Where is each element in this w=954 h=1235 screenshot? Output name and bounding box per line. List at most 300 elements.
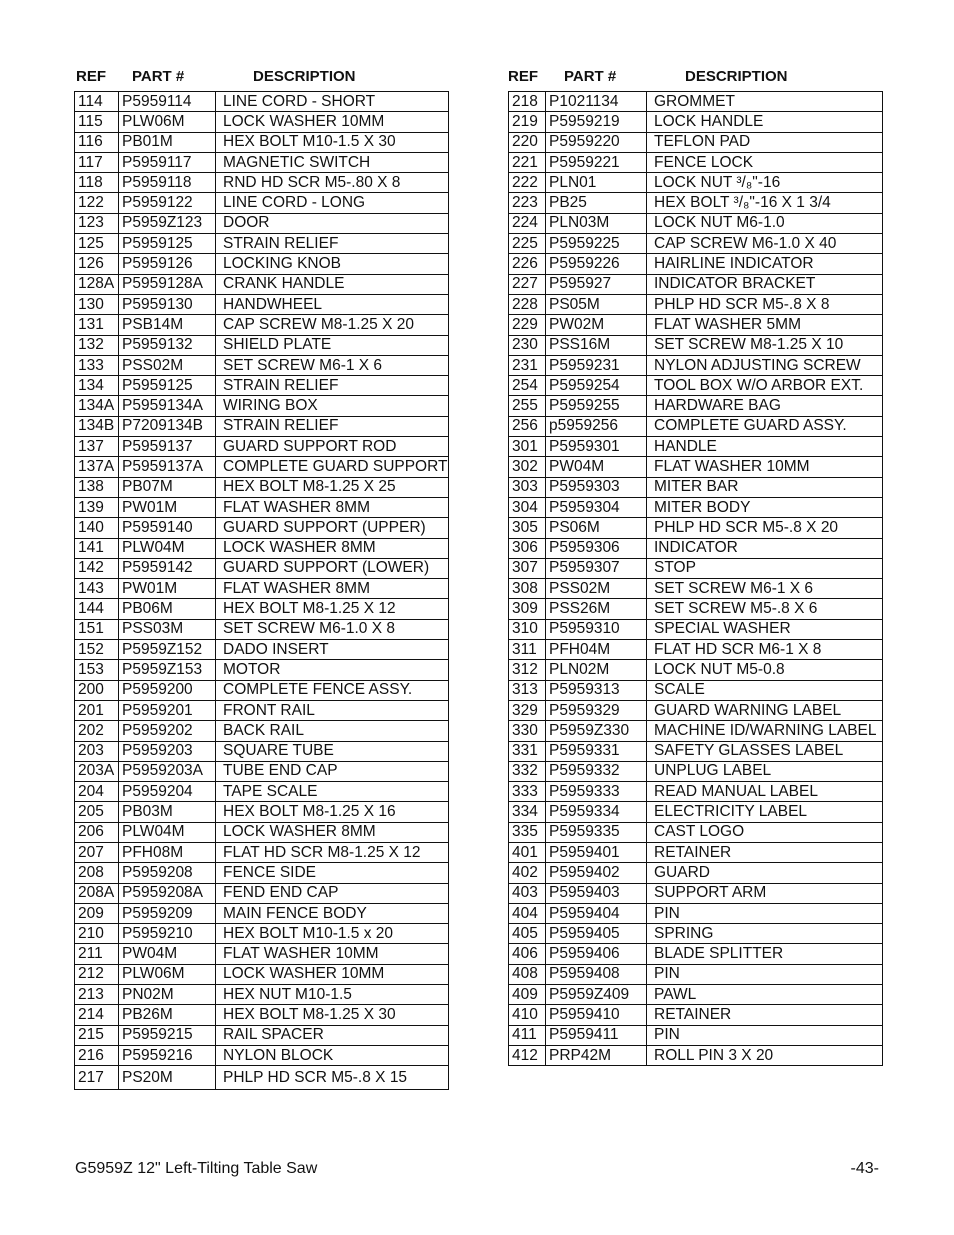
table-row: [75, 92, 449, 112]
description-cell: ELECTRICITY LABEL: [647, 802, 883, 822]
description-cell: FENCE LOCK: [647, 152, 883, 172]
description-cell: WIRING BOX: [216, 396, 449, 416]
ref-cell: 228: [509, 294, 546, 314]
table-row: [75, 355, 449, 375]
table-row: [75, 599, 449, 619]
ref-cell: 202: [75, 721, 119, 741]
description-cell: GUARD WARNING LABEL: [647, 700, 883, 720]
description-cell: MAGNETIC SWITCH: [216, 152, 449, 172]
part-number-cell: P5959304: [546, 497, 647, 517]
part-number-cell: PFH04M: [546, 640, 647, 660]
ref-cell: 143: [75, 579, 119, 599]
description-cell: RETAINER: [647, 1005, 883, 1025]
table-row: [75, 376, 449, 396]
part-number-cell: P5959306: [546, 538, 647, 558]
description-cell: HANDWHEEL: [216, 294, 449, 314]
part-number-cell: P5959226: [546, 254, 647, 274]
part-number-cell: P5959137: [119, 437, 216, 457]
ref-cell: 301: [509, 437, 546, 457]
description-cell: GUARD SUPPORT ROD: [216, 437, 449, 457]
description-cell: FEND END CAP: [216, 883, 449, 903]
table-row: [509, 599, 883, 619]
description-cell: RAIL SPACER: [216, 1025, 449, 1045]
part-number-cell: P5959208: [119, 863, 216, 883]
part-number-cell: P5959Z123: [119, 213, 216, 233]
table-header: [508, 68, 883, 91]
part-number-cell: PLW06M: [119, 964, 216, 984]
description-cell: FLAT WASHER 8MM: [216, 579, 449, 599]
description-cell: PAWL: [647, 985, 883, 1005]
part-number-cell: P5959219: [546, 112, 647, 132]
part-number-cell: P5959201: [119, 700, 216, 720]
part-header: PART #: [564, 68, 617, 85]
ref-cell: 152: [75, 640, 119, 660]
ref-cell: 122: [75, 193, 119, 213]
table-row: [75, 274, 449, 294]
ref-cell: 310: [509, 619, 546, 639]
description-cell: COMPLETE FENCE ASSY.: [216, 680, 449, 700]
ref-cell: 128A: [75, 274, 119, 294]
part-number-cell: PB06M: [119, 599, 216, 619]
description-cell: LOCKING KNOB: [216, 254, 449, 274]
ref-cell: 313: [509, 680, 546, 700]
table-row: [509, 782, 883, 802]
table-row: [75, 558, 449, 578]
part-number-cell: P5959410: [546, 1005, 647, 1025]
ref-cell: 217: [75, 1066, 119, 1090]
table-row: [509, 1025, 883, 1045]
ref-cell: 335: [509, 822, 546, 842]
table-row: [75, 680, 449, 700]
table-row: [75, 213, 449, 233]
table-row: [75, 234, 449, 254]
table-row: [509, 660, 883, 680]
description-cell: DOOR: [216, 213, 449, 233]
ref-cell: 206: [75, 822, 119, 842]
table-row: [509, 741, 883, 761]
description-cell: LOCK WASHER 8MM: [216, 822, 449, 842]
ref-cell: 134: [75, 376, 119, 396]
ref-cell: 210: [75, 924, 119, 944]
ref-cell: 401: [509, 842, 546, 862]
ref-cell: 403: [509, 883, 546, 903]
part-number-cell: P5959118: [119, 173, 216, 193]
part-number-cell: P5959216: [119, 1045, 216, 1065]
table-row: [509, 721, 883, 741]
part-number-cell: PN02M: [119, 985, 216, 1005]
table-row: [509, 497, 883, 517]
table-row: [75, 660, 449, 680]
ref-cell: 141: [75, 538, 119, 558]
description-cell: SET SCREW M8-1.25 X 10: [647, 335, 883, 355]
description-cell: NYLON BLOCK: [216, 1045, 449, 1065]
description-cell: SET SCREW M6-1 X 6: [647, 579, 883, 599]
description-cell: PIN: [647, 1025, 883, 1045]
part-number-cell: PSS02M: [546, 579, 647, 599]
ref-cell: 208: [75, 863, 119, 883]
ref-cell: 142: [75, 558, 119, 578]
ref-cell: 255: [509, 396, 546, 416]
table-row: [75, 863, 449, 883]
ref-cell: 256: [509, 416, 546, 436]
ref-cell: 203A: [75, 761, 119, 781]
description-cell: CAP SCREW M8-1.25 X 20: [216, 315, 449, 335]
ref-cell: 138: [75, 477, 119, 497]
part-number-cell: PSS03M: [119, 619, 216, 639]
parts-table-left: [74, 91, 449, 1090]
part-number-cell: PS06M: [546, 518, 647, 538]
part-number-cell: P5959210: [119, 924, 216, 944]
table-row: [509, 640, 883, 660]
ref-cell: 140: [75, 518, 119, 538]
table-row: [75, 802, 449, 822]
description-cell: COMPLETE GUARD ASSY.: [647, 416, 883, 436]
ref-cell: 231: [509, 355, 546, 375]
part-number-cell: PSS26M: [546, 599, 647, 619]
part-number-cell: P5959126: [119, 254, 216, 274]
part-number-cell: PB25: [546, 193, 647, 213]
description-cell: TUBE END CAP: [216, 761, 449, 781]
part-number-cell: P5959403: [546, 883, 647, 903]
ref-cell: 151: [75, 619, 119, 639]
description-cell: READ MANUAL LABEL: [647, 782, 883, 802]
description-cell: LINE CORD - SHORT: [216, 92, 449, 112]
part-number-cell: PB26M: [119, 1005, 216, 1025]
description-cell: SCALE: [647, 680, 883, 700]
ref-cell: 114: [75, 92, 119, 112]
table-row: [75, 1025, 449, 1045]
ref-cell: 229: [509, 315, 546, 335]
ref-cell: 307: [509, 558, 546, 578]
table-row: [509, 822, 883, 842]
part-number-cell: PW01M: [119, 579, 216, 599]
part-number-cell: P1021134: [546, 92, 647, 112]
part-number-cell: P5959221: [546, 152, 647, 172]
description-cell: FLAT HD SCR M6-1 X 8: [647, 640, 883, 660]
ref-cell: 330: [509, 721, 546, 741]
footer-title: G5959Z 12" Left-Tilting Table Saw: [75, 1160, 318, 1177]
table-row: [75, 1005, 449, 1025]
description-cell: LOCK HANDLE: [647, 112, 883, 132]
table-row: [509, 173, 883, 193]
ref-cell: 116: [75, 132, 119, 152]
table-row: [509, 538, 883, 558]
description-cell: SAFETY GLASSES LABEL: [647, 741, 883, 761]
part-number-cell: P5959310: [546, 619, 647, 639]
part-number-cell: P5959114: [119, 92, 216, 112]
description-cell: FLAT WASHER 10MM: [216, 944, 449, 964]
ref-cell: 137A: [75, 457, 119, 477]
ref-cell: 118: [75, 173, 119, 193]
table-row: [509, 883, 883, 903]
description-cell: STRAIN RELIEF: [216, 376, 449, 396]
part-number-cell: P5959203: [119, 741, 216, 761]
table-row: [509, 193, 883, 213]
part-number-cell: PB07M: [119, 477, 216, 497]
table-row: [509, 680, 883, 700]
ref-cell: 130: [75, 294, 119, 314]
description-cell: SUPPORT ARM: [647, 883, 883, 903]
table-row: [509, 700, 883, 720]
part-number-cell: P5959332: [546, 761, 647, 781]
description-cell: FLAT HD SCR M8-1.25 X 12: [216, 842, 449, 862]
parts-column-right: [508, 68, 883, 1066]
ref-cell: 209: [75, 903, 119, 923]
description-cell: GUARD: [647, 863, 883, 883]
part-number-cell: PW04M: [119, 944, 216, 964]
ref-cell: 220: [509, 132, 546, 152]
table-row: [75, 619, 449, 639]
table-row: [75, 437, 449, 457]
description-cell: BLADE SPLITTER: [647, 944, 883, 964]
ref-cell: 207: [75, 842, 119, 862]
description-cell: MACHINE ID/WARNING LABEL: [647, 721, 883, 741]
description-cell: MOTOR: [216, 660, 449, 680]
table-row: [509, 924, 883, 944]
part-number-cell: P5959140: [119, 518, 216, 538]
table-row: [509, 761, 883, 781]
part-number-cell: P5959303: [546, 477, 647, 497]
part-number-cell: P5959128A: [119, 274, 216, 294]
part-number-cell: P5959254: [546, 376, 647, 396]
table-row: [75, 700, 449, 720]
description-cell: SET SCREW M6-1.0 X 8: [216, 619, 449, 639]
ref-cell: 329: [509, 700, 546, 720]
description-cell: LOCK WASHER 8MM: [216, 538, 449, 558]
ref-cell: 211: [75, 944, 119, 964]
ref-cell: 223: [509, 193, 546, 213]
table-row: [75, 1066, 449, 1090]
table-row: [75, 924, 449, 944]
table-row: [509, 437, 883, 457]
table-row: [509, 416, 883, 436]
ref-cell: 219: [509, 112, 546, 132]
part-number-cell: P5959130: [119, 294, 216, 314]
table-row: [75, 640, 449, 660]
table-row: [75, 173, 449, 193]
part-number-cell: PFH08M: [119, 842, 216, 862]
description-cell: SPRING: [647, 924, 883, 944]
description-cell: TOOL BOX W/O ARBOR EXT.: [647, 376, 883, 396]
description-cell: HEX BOLT M10-1.5 X 30: [216, 132, 449, 152]
part-number-cell: PW04M: [546, 457, 647, 477]
ref-header: REF: [508, 68, 538, 85]
description-cell: HEX BOLT ³/₈"-16 X 1 3/4: [647, 193, 883, 213]
description-cell: SET SCREW M6-1 X 6: [216, 355, 449, 375]
part-number-cell: PLN03M: [546, 213, 647, 233]
table-row: [509, 457, 883, 477]
description-cell: MITER BAR: [647, 477, 883, 497]
table-row: [75, 761, 449, 781]
description-cell: GUARD SUPPORT (UPPER): [216, 518, 449, 538]
part-number-cell: P5959202: [119, 721, 216, 741]
ref-cell: 409: [509, 985, 546, 1005]
table-row: [75, 396, 449, 416]
table-row: [75, 315, 449, 335]
table-row: [509, 335, 883, 355]
parts-column-left: [74, 68, 449, 1090]
ref-cell: 134B: [75, 416, 119, 436]
description-cell: HARDWARE BAG: [647, 396, 883, 416]
ref-cell: 406: [509, 944, 546, 964]
description-cell: TAPE SCALE: [216, 782, 449, 802]
table-row: [509, 964, 883, 984]
part-number-cell: P5959220: [546, 132, 647, 152]
description-cell: MAIN FENCE BODY: [216, 903, 449, 923]
ref-cell: 254: [509, 376, 546, 396]
part-number-cell: P5959Z153: [119, 660, 216, 680]
ref-cell: 153: [75, 660, 119, 680]
parts-table-right: [508, 91, 883, 1066]
part-number-cell: P5959301: [546, 437, 647, 457]
ref-cell: 221: [509, 152, 546, 172]
ref-cell: 213: [75, 985, 119, 1005]
part-number-cell: P5959225: [546, 234, 647, 254]
part-number-cell: P5959215: [119, 1025, 216, 1045]
part-number-cell: P5959231: [546, 355, 647, 375]
description-cell: MITER BODY: [647, 497, 883, 517]
ref-cell: 123: [75, 213, 119, 233]
part-number-cell: P5959132: [119, 335, 216, 355]
part-number-cell: P5959203A: [119, 761, 216, 781]
table-row: [509, 294, 883, 314]
part-number-cell: P5959406: [546, 944, 647, 964]
table-row: [75, 985, 449, 1005]
description-cell: LOCK NUT M6-1.0: [647, 213, 883, 233]
description-cell: DADO INSERT: [216, 640, 449, 660]
ref-cell: 305: [509, 518, 546, 538]
table-row: [509, 254, 883, 274]
table-row: [75, 842, 449, 862]
ref-cell: 412: [509, 1045, 546, 1065]
ref-cell: 225: [509, 234, 546, 254]
part-number-cell: PRP42M: [546, 1045, 647, 1065]
description-cell: HANDLE: [647, 437, 883, 457]
part-number-cell: P595927: [546, 274, 647, 294]
description-cell: INDICATOR BRACKET: [647, 274, 883, 294]
part-number-cell: P5959404: [546, 903, 647, 923]
part-number-cell: P5959405: [546, 924, 647, 944]
part-number-cell: PSS16M: [546, 335, 647, 355]
part-number-cell: P5959204: [119, 782, 216, 802]
table-row: [509, 903, 883, 923]
part-number-cell: P5959134A: [119, 396, 216, 416]
part-number-cell: P5959313: [546, 680, 647, 700]
table-row: [509, 518, 883, 538]
table-row: [75, 883, 449, 903]
ref-cell: 144: [75, 599, 119, 619]
part-number-cell: P5959117: [119, 152, 216, 172]
part-number-cell: PW01M: [119, 497, 216, 517]
part-number-cell: P5959334: [546, 802, 647, 822]
part-number-cell: P5959137A: [119, 457, 216, 477]
description-cell: LINE CORD - LONG: [216, 193, 449, 213]
table-row: [75, 903, 449, 923]
ref-cell: 309: [509, 599, 546, 619]
description-cell: LOCK NUT ³/₈"-16: [647, 173, 883, 193]
part-number-cell: P5959255: [546, 396, 647, 416]
table-row: [75, 457, 449, 477]
part-number-cell: P5959122: [119, 193, 216, 213]
part-number-cell: p5959256: [546, 416, 647, 436]
table-row: [75, 112, 449, 132]
part-number-cell: P5959329: [546, 700, 647, 720]
table-row: [75, 254, 449, 274]
part-number-cell: PSB14M: [119, 315, 216, 335]
description-cell: HEX BOLT M8-1.25 X 16: [216, 802, 449, 822]
description-cell: PHLP HD SCR M5-.8 X 20: [647, 518, 883, 538]
ref-cell: 115: [75, 112, 119, 132]
ref-cell: 306: [509, 538, 546, 558]
description-cell: PIN: [647, 903, 883, 923]
page-number: -43-: [850, 1160, 879, 1177]
description-cell: COMPLETE GUARD SUPPORT: [216, 457, 449, 477]
ref-cell: 215: [75, 1025, 119, 1045]
part-number-cell: PLN02M: [546, 660, 647, 680]
part-number-cell: P5959125: [119, 234, 216, 254]
description-cell: CRANK HANDLE: [216, 274, 449, 294]
ref-cell: 411: [509, 1025, 546, 1045]
part-number-cell: P5959Z330: [546, 721, 647, 741]
ref-cell: 334: [509, 802, 546, 822]
part-number-cell: PLN01: [546, 173, 647, 193]
part-number-cell: P5959408: [546, 964, 647, 984]
part-number-cell: P5959307: [546, 558, 647, 578]
part-number-cell: PB03M: [119, 802, 216, 822]
ref-cell: 212: [75, 964, 119, 984]
part-number-cell: P5959Z152: [119, 640, 216, 660]
description-cell: FRONT RAIL: [216, 700, 449, 720]
description-cell: ROLL PIN 3 X 20: [647, 1045, 883, 1065]
part-number-cell: PLW04M: [119, 822, 216, 842]
table-row: [509, 579, 883, 599]
table-row: [75, 944, 449, 964]
table-row: [509, 355, 883, 375]
description-cell: HEX BOLT M8-1.25 X 12: [216, 599, 449, 619]
part-number-cell: P5959402: [546, 863, 647, 883]
table-row: [509, 112, 883, 132]
table-row: [75, 579, 449, 599]
description-cell: STRAIN RELIEF: [216, 416, 449, 436]
table-row: [75, 782, 449, 802]
ref-cell: 200: [75, 680, 119, 700]
part-number-cell: PW02M: [546, 315, 647, 335]
description-header: DESCRIPTION: [253, 68, 356, 85]
table-row: [509, 376, 883, 396]
part-number-cell: P5959209: [119, 903, 216, 923]
table-row: [509, 213, 883, 233]
ref-cell: 201: [75, 700, 119, 720]
table-row: [75, 132, 449, 152]
description-cell: LOCK WASHER 10MM: [216, 964, 449, 984]
description-cell: LOCK WASHER 10MM: [216, 112, 449, 132]
ref-cell: 404: [509, 903, 546, 923]
ref-cell: 332: [509, 761, 546, 781]
description-cell: RETAINER: [647, 842, 883, 862]
ref-cell: 133: [75, 355, 119, 375]
part-number-cell: P5959125: [119, 376, 216, 396]
description-cell: TEFLON PAD: [647, 132, 883, 152]
part-number-cell: P5959331: [546, 741, 647, 761]
ref-cell: 117: [75, 152, 119, 172]
description-cell: FLAT WASHER 5MM: [647, 315, 883, 335]
description-cell: CAP SCREW M6-1.0 X 40: [647, 234, 883, 254]
table-row: [75, 193, 449, 213]
ref-cell: 139: [75, 497, 119, 517]
description-cell: INDICATOR: [647, 538, 883, 558]
description-cell: STRAIN RELIEF: [216, 234, 449, 254]
table-row: [75, 822, 449, 842]
